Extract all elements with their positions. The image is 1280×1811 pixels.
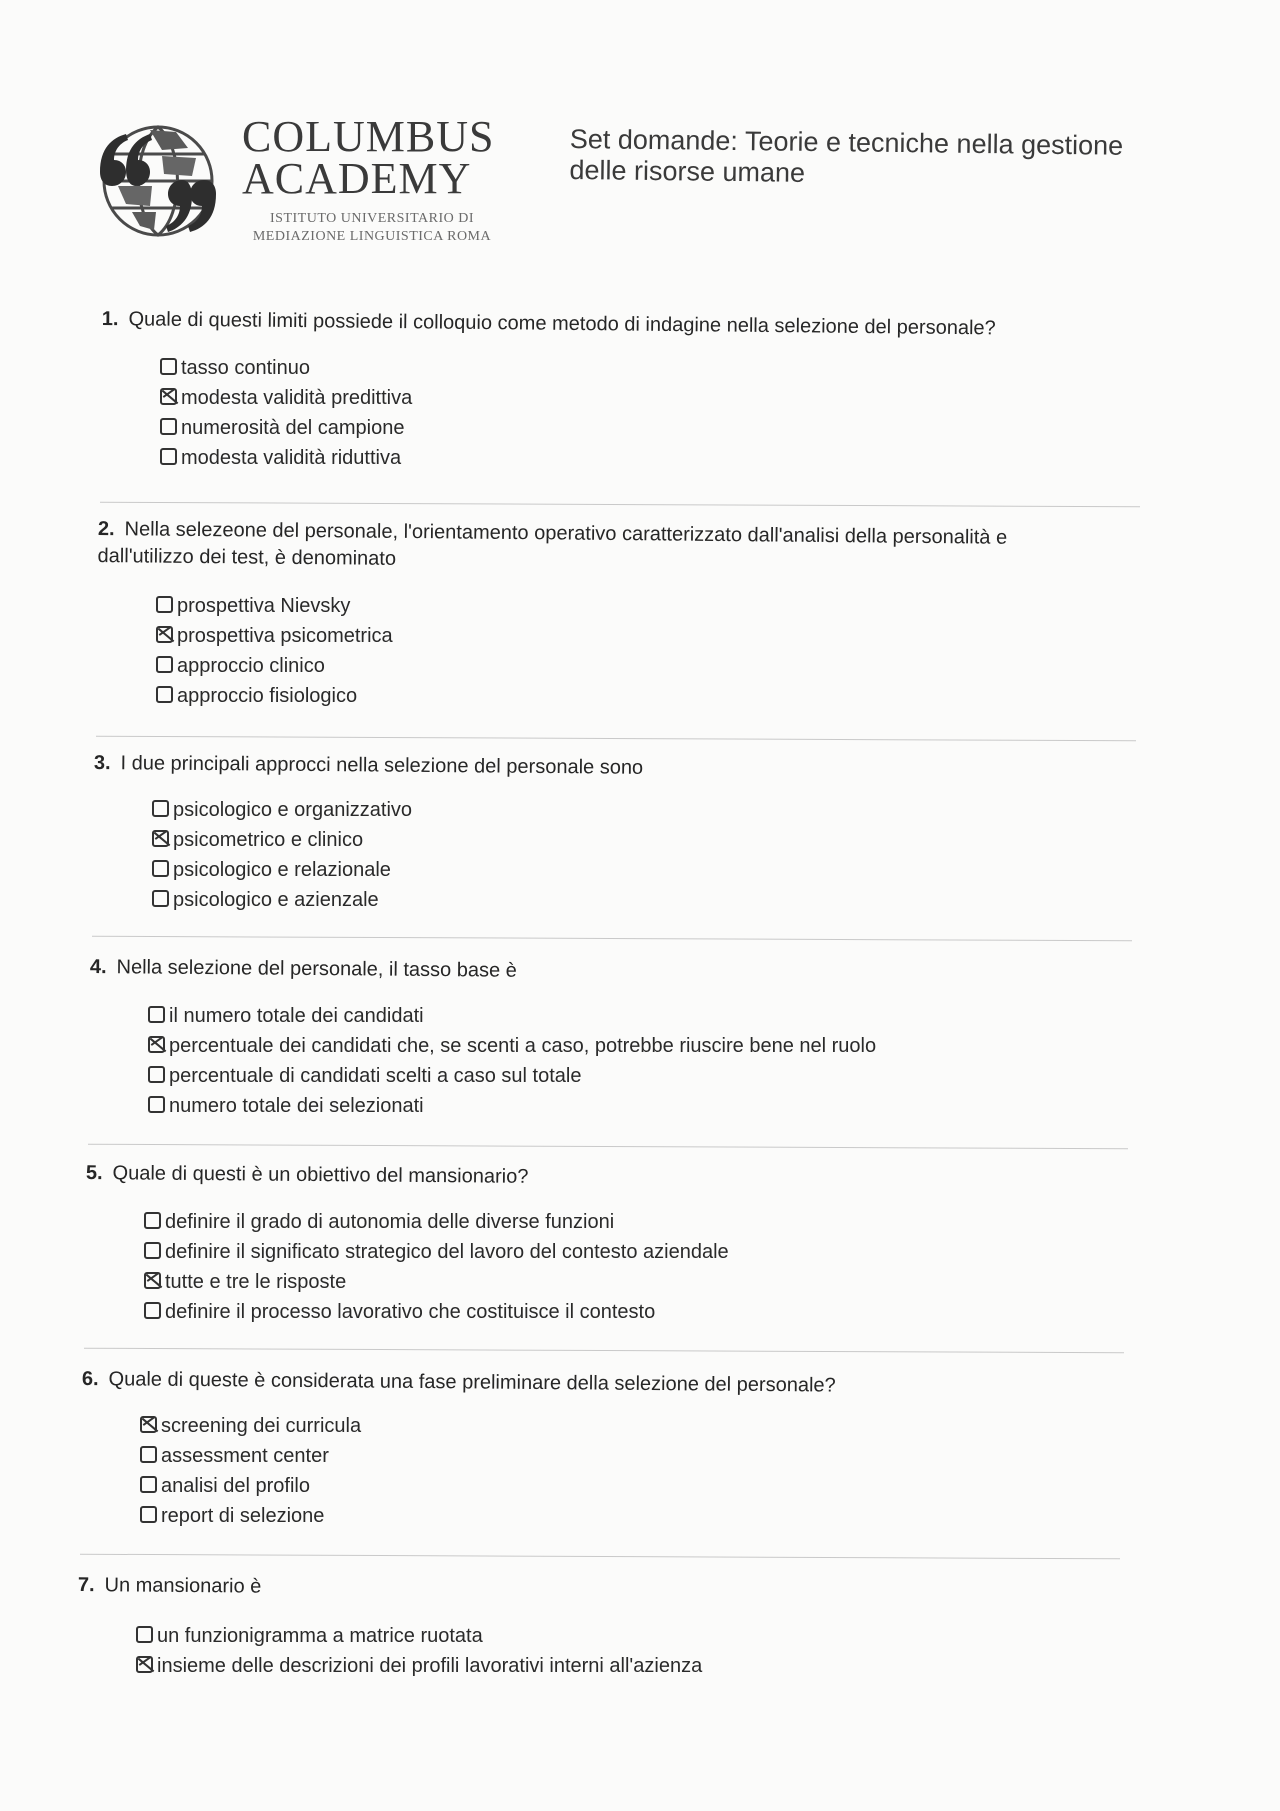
option-label: approccio fisiologico [177, 685, 358, 707]
option[interactable] [156, 682, 393, 712]
option-label: assessment center [161, 1445, 329, 1467]
option-label: psicologico e relazionale [173, 859, 391, 881]
option[interactable] [156, 652, 393, 682]
logo-subtitle-line-1: ISTITUTO UNIVERSITARIO DI [270, 211, 474, 226]
set-title: Set domande: Teorie e tecniche nella gestione delle risorse umane [569, 124, 1124, 188]
option-label: psicologico e organizzativo [173, 799, 413, 821]
option[interactable] [144, 1238, 729, 1268]
option-label: report di selezione [161, 1505, 325, 1527]
option-label: numero totale dei selezionati [169, 1095, 424, 1117]
question-number: 1. [101, 307, 119, 331]
checkbox-icon[interactable] [144, 1302, 161, 1319]
question-number: 4. [89, 955, 107, 979]
checkbox-icon[interactable] [152, 860, 169, 877]
option-label: approccio clinico [177, 655, 325, 677]
option[interactable] [148, 1062, 876, 1092]
option[interactable] [148, 1032, 876, 1062]
checkbox-icon[interactable] [160, 358, 177, 375]
globe-quote-icon [92, 112, 224, 250]
option[interactable] [144, 1268, 729, 1298]
option[interactable] [136, 1652, 702, 1682]
divider [80, 1554, 1120, 1560]
option-label: insieme delle descrizioni dei profili lavorativi interni all'azienza [157, 1655, 703, 1677]
option-label: modesta validità riduttiva [181, 447, 402, 469]
options-list [136, 1622, 702, 1682]
option-label: tutte e tre le risposte [165, 1271, 347, 1293]
logo-subtitle-line-2: MEDIAZIONE LINGUISTICA ROMA [252, 229, 492, 244]
option-label: numerosità del campione [181, 417, 405, 439]
question-text [97, 516, 1077, 579]
checkbox-icon[interactable] [160, 448, 177, 465]
checkbox-icon[interactable] [140, 1446, 157, 1463]
option[interactable] [152, 886, 412, 916]
checkbox-icon[interactable] [144, 1242, 161, 1259]
option[interactable] [140, 1502, 361, 1532]
options-list [152, 796, 412, 916]
question-number: 5. [85, 1161, 103, 1185]
checkbox-icon[interactable] [140, 1506, 157, 1523]
checkbox-icon[interactable] [152, 800, 169, 817]
option-label: modesta validità predittiva [181, 387, 413, 409]
checked-checkbox-icon[interactable] [144, 1272, 161, 1289]
question-label: Nella selezione del personale, il tasso base è [116, 956, 517, 982]
option-label: screening dei curricula [161, 1415, 362, 1437]
option[interactable] [160, 414, 412, 444]
checked-checkbox-icon[interactable] [160, 388, 177, 405]
divider [100, 502, 1140, 508]
option[interactable] [152, 826, 412, 856]
question-label: Quale di questi limiti possiede il colloquio come metodo di indagine nella selezione del personale? [128, 308, 996, 340]
option-label: psicometrico e clinico [173, 829, 364, 851]
columbus-academy-logo [92, 108, 512, 258]
option[interactable] [148, 1092, 876, 1122]
question-label: Quale di queste è considerata una fase preliminare della selezione del personale? [108, 1368, 836, 1397]
checkbox-icon[interactable] [160, 418, 177, 435]
logo-line-1: COLUMBUS [242, 112, 495, 161]
option[interactable] [160, 384, 412, 414]
option[interactable] [148, 1002, 876, 1032]
options-list [148, 1002, 876, 1122]
question-label: Quale di questi è un obiettivo del mansionario? [112, 1162, 529, 1188]
checked-checkbox-icon[interactable] [152, 830, 169, 847]
question-text [86, 1160, 1086, 1196]
question-label: Nella selezeone del personale, l'orientamento operativo caratterizzato dall'analisi della personalità e dall'utilizzo dei test, è denominato [97, 518, 1008, 570]
option-label: analisi del profilo [161, 1475, 310, 1497]
option[interactable] [156, 592, 393, 622]
checkbox-icon[interactable] [140, 1476, 157, 1493]
question-number: 2. [97, 517, 115, 541]
checked-checkbox-icon[interactable] [136, 1656, 153, 1673]
question-label: I due principali approcci nella selezione del personale sono [120, 752, 644, 779]
option[interactable] [144, 1298, 729, 1328]
question-number: 7. [77, 1573, 95, 1597]
checked-checkbox-icon[interactable] [140, 1416, 157, 1433]
checkbox-icon[interactable] [156, 656, 173, 673]
options-list [144, 1208, 729, 1328]
option-label: definire il processo lavorativo che costituisce il contesto [165, 1301, 656, 1323]
option[interactable] [136, 1622, 702, 1652]
question-text [90, 954, 1090, 990]
divider [92, 936, 1132, 942]
checked-checkbox-icon[interactable] [156, 626, 173, 643]
option[interactable] [140, 1412, 361, 1442]
logo-name [242, 112, 495, 203]
divider [84, 1348, 1124, 1354]
option[interactable] [140, 1442, 361, 1472]
checkbox-icon[interactable] [156, 686, 173, 703]
option[interactable] [144, 1208, 729, 1238]
option[interactable] [140, 1472, 361, 1502]
question-text [94, 750, 1094, 786]
option-label: prospettiva psicometrica [177, 625, 393, 647]
checked-checkbox-icon[interactable] [148, 1036, 165, 1053]
option-label: definire il grado di autonomia delle diverse funzioni [165, 1211, 615, 1233]
question-number: 3. [93, 751, 111, 775]
logo-line-2: ACADEMY [242, 154, 472, 203]
options-list [156, 592, 393, 712]
option-label: psicologico e azienzale [173, 889, 379, 911]
checkbox-icon[interactable] [144, 1212, 161, 1229]
question-text [82, 1366, 1082, 1402]
option[interactable] [152, 796, 412, 826]
option-label: il numero totale dei candidati [169, 1005, 424, 1027]
option[interactable] [156, 622, 393, 652]
option[interactable] [160, 444, 412, 474]
divider [88, 1144, 1128, 1150]
question-label: Un mansionario è [104, 1574, 262, 1598]
checkbox-icon[interactable] [152, 890, 169, 907]
question-text [78, 1572, 1078, 1608]
question-number: 6. [81, 1367, 99, 1391]
checkbox-icon[interactable] [136, 1626, 153, 1643]
question-text [102, 306, 1102, 343]
option-label: un funzionigramma a matrice ruotata [157, 1625, 483, 1647]
option-label: percentuale dei candidati che, se scenti a caso, potrebbe riuscire bene nel ruolo [169, 1035, 877, 1057]
checkbox-icon[interactable] [148, 1066, 165, 1083]
options-list [140, 1412, 361, 1532]
option-label: tasso continuo [181, 357, 310, 379]
option[interactable] [160, 354, 412, 384]
divider [96, 736, 1136, 742]
checkbox-icon[interactable] [156, 596, 173, 613]
option-label: prospettiva Nievsky [177, 595, 351, 617]
checkbox-icon[interactable] [148, 1096, 165, 1113]
option-label: percentuale di candidati scelti a caso sul totale [169, 1065, 582, 1087]
logo-subtitle [232, 210, 512, 246]
checkbox-icon[interactable] [148, 1006, 165, 1023]
header [92, 108, 1152, 258]
option-label: definire il significato strategico del lavoro del contesto aziendale [165, 1241, 729, 1263]
options-list [160, 354, 412, 474]
option[interactable] [152, 856, 412, 886]
